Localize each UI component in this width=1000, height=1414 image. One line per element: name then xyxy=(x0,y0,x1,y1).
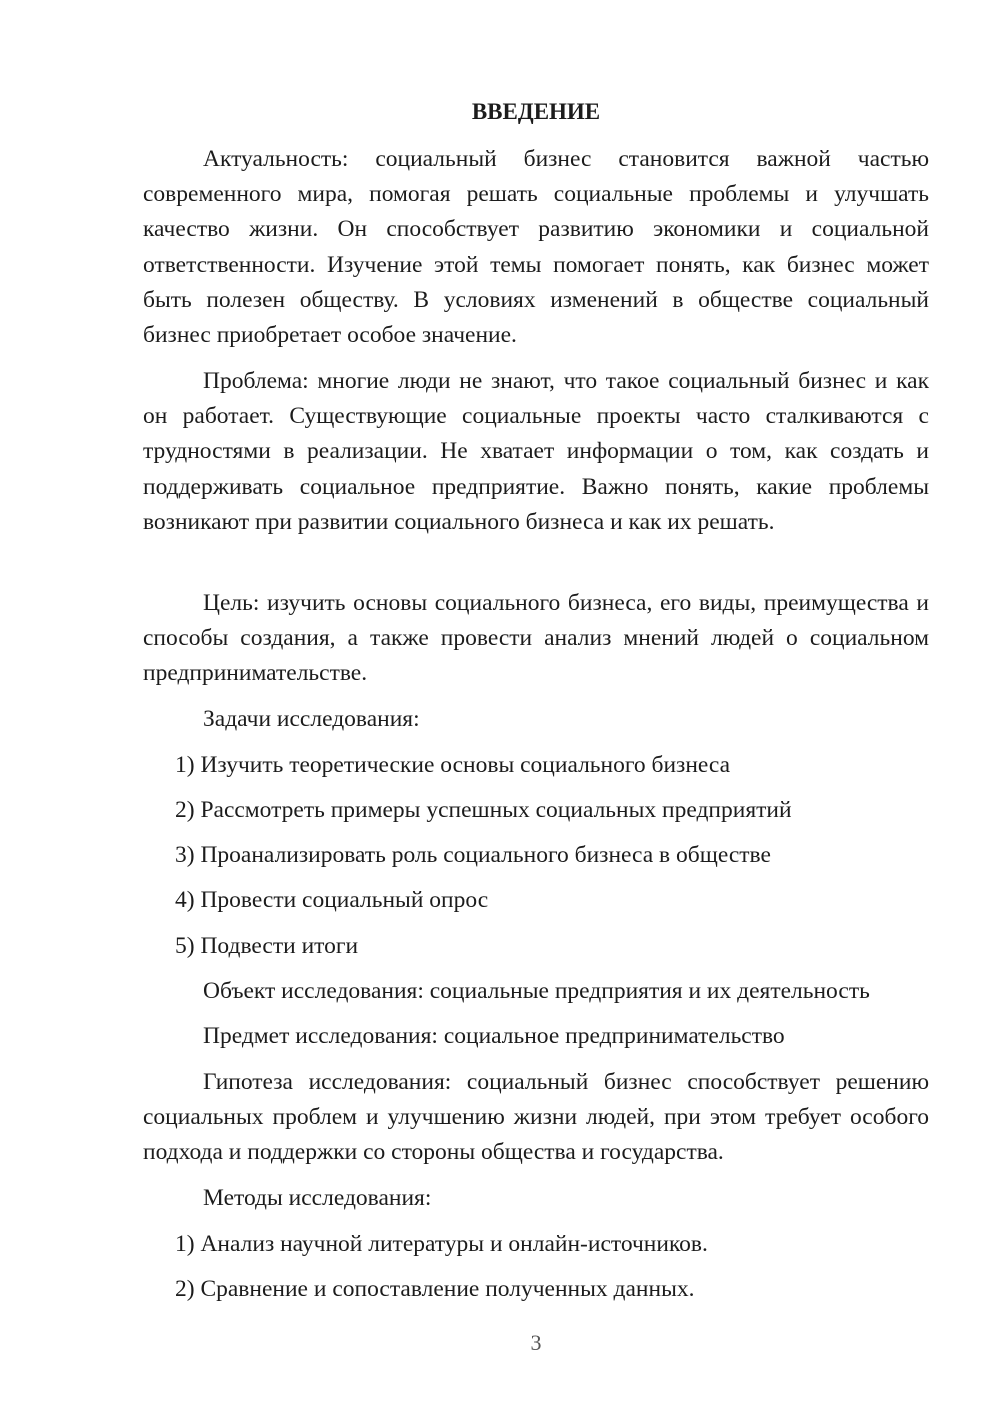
goal-paragraph: Цель: изучить основы социального бизнеса, его виды, преимущества и способы создания, а также провести анализ мнений людей о социальном предпринимательстве. xyxy=(143,590,929,687)
task-item: 1) Изучить теоретические основы социального бизнеса xyxy=(175,752,731,778)
research-object: Объект исследования: социальные предприятия и их деятельность xyxy=(203,978,870,1004)
document-page xyxy=(143,0,929,1414)
task-item: 5) Подвести итоги xyxy=(175,933,359,959)
relevance-paragraph: Актуальность: социальный бизнес становится важной частью современного мира, помогая решать социальные проблемы и улучшать качество жизни. Он способствует развитию экономики и социальной ответственности. Изучение этой темы помогает понять, как бизнес может быть полезен обществу. В условиях изменений в обществе социальный бизнес приобретает особое значение. xyxy=(143,146,929,349)
hypothesis-paragraph: Гипотеза исследования: социальный бизнес способствует решению социальных проблем и улучшению жизни людей, при этом требует особого подхода и поддержки со стороны общества и государства. xyxy=(143,1069,929,1166)
problem-paragraph: Проблема: многие люди не знают, что такое социальный бизнес и как он работает. Существующие социальные проекты часто сталкиваются с трудностями в реализации. Не хватает информации о том, как создать и поддерживать социальное предприятие. Важно понять, какие проблемы возникают при развитии социального бизнеса и как их решать. xyxy=(143,368,929,535)
research-subject: Предмет исследования: социальное предпринимательство xyxy=(203,1023,785,1049)
page-number: 3 xyxy=(530,1330,542,1355)
task-item: 2) Рассмотреть примеры успешных социальных предприятий xyxy=(175,797,792,823)
task-item: 4) Провести социальный опрос xyxy=(175,887,489,913)
task-item: 3) Проанализировать роль социального бизнеса в обществе xyxy=(175,842,771,868)
section-title: ВВЕДЕНИЕ xyxy=(471,99,601,124)
tasks-heading: Задачи исследования: xyxy=(203,706,420,732)
method-item: 1) Анализ научной литературы и онлайн-источников. xyxy=(175,1231,708,1257)
methods-heading: Методы исследования: xyxy=(203,1185,432,1211)
method-item: 2) Сравнение и сопоставление полученных данных. xyxy=(175,1276,695,1302)
